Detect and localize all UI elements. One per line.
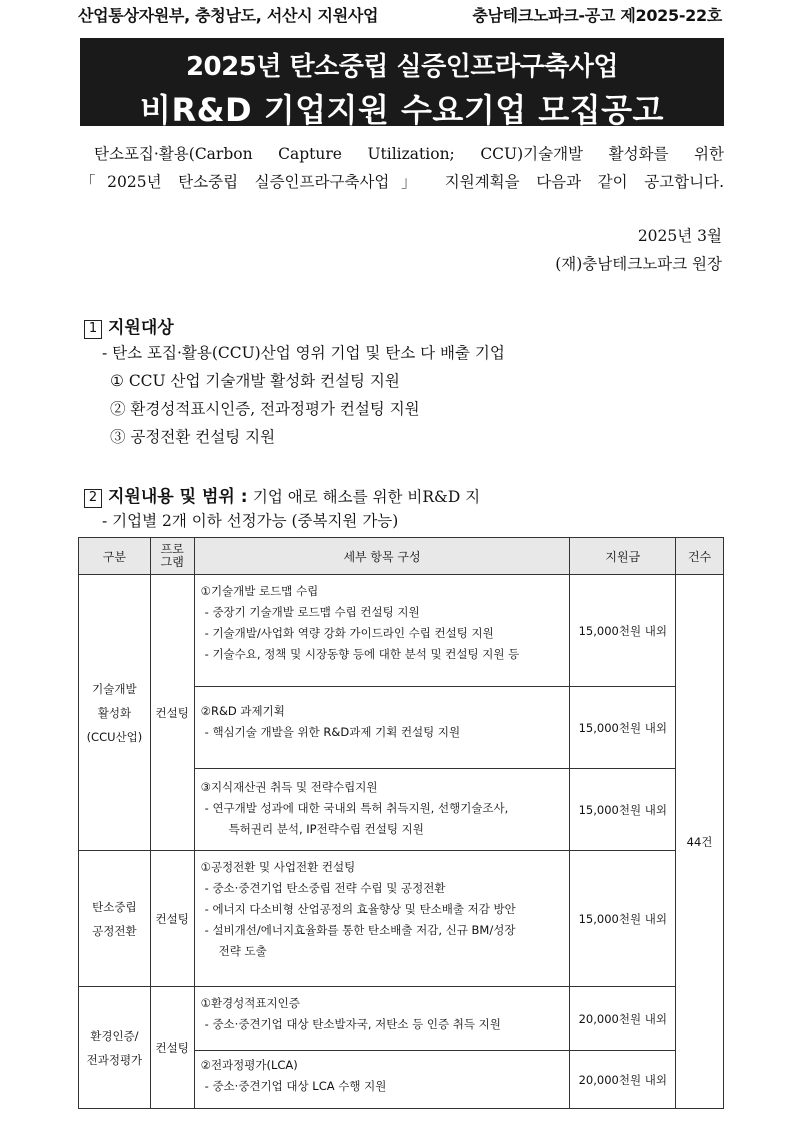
detail-line: - 중소·중견기업 대상 탄소발자국, 저탄소 등 인증 취득 지원 (204, 1017, 501, 1031)
category-cell: 환경인증/ 전과정평가 (79, 987, 151, 1109)
detail-line: - 기술개발/사업화 역량 강화 가이드라인 수립 컨설팅 지원 (204, 626, 494, 640)
detail-line: - 에너지 다소비형 산업공정의 효율향상 및 탄소배출 저감 방안 (204, 902, 516, 916)
detail-line: 전략 도출 (218, 944, 267, 958)
detail-line: - 기술수요, 정책 및 시장동향 등에 대한 분석 및 컨설팅 지원 등 (204, 647, 520, 661)
detail-cell (194, 851, 570, 987)
section-1-item: ① CCU 산업 기술개발 활성화 컨설팅 지원 (110, 372, 400, 390)
header-category: 구분 (79, 538, 151, 575)
section-2-title-rest: 기업 애로 해소를 위한 비R&D 지 (252, 488, 481, 506)
detail-line: ①공정전환 및 사업전환 컨설팅 (200, 860, 356, 874)
detail-line: - 중소·중견기업 대상 LCA 수행 지원 (204, 1079, 387, 1093)
section-1-title: 지원대상 (108, 318, 174, 338)
detail-line: ①기술개발 로드맵 수립 (200, 584, 319, 598)
amount-cell: 15,000천원 내외 (570, 575, 676, 687)
table-row (79, 851, 724, 987)
support-table (78, 537, 724, 1109)
section-2-heading (84, 482, 480, 508)
section-2-title: 지원내용 및 범위 : (108, 487, 248, 507)
section-1-target: - 탄소 포집·활용(CCU)산업 영위 기업 및 탄소 다 배출 기업 (102, 344, 505, 362)
category-cell: 기술개발 활성화 (CCU산업) (79, 575, 151, 851)
detail-line: ②R&D 과제기획 (200, 704, 285, 718)
detail-line: 특허권리 분석, IP전략수립 컨설팅 지원 (228, 822, 424, 836)
amount-cell: 15,000천원 내외 (570, 851, 676, 987)
section-2-number: 2 (84, 489, 102, 508)
category-cell: 탄소중립 공정전환 (79, 851, 151, 987)
header-notice-number: 충남테크노파크-공고 제2025-22호 (472, 6, 722, 25)
title-line-2: 비R&D 기업지원 수요기업 모집공고 (140, 91, 664, 129)
program-cell: 컨설팅 (150, 575, 194, 851)
notice-date: 2025년 3월 (637, 227, 722, 245)
section-1-number: 1 (84, 320, 102, 339)
detail-line: - 핵심기술 개발을 위한 R&D과제 기획 컨설팅 지원 (204, 725, 461, 739)
title-banner (80, 38, 724, 129)
count-cell: 44건 (676, 575, 724, 1109)
amount-cell: 15,000천원 내외 (570, 769, 676, 851)
detail-line: ①환경성적표지인증 (200, 996, 300, 1010)
header-program: 프로 그램 (150, 538, 194, 575)
detail-cell (194, 987, 570, 1051)
detail-cell (194, 1051, 570, 1109)
program-cell: 컨설팅 (150, 851, 194, 987)
table-row (79, 575, 724, 687)
section-2-subnote: - 기업별 2개 이하 선정가능 (중복지원 가능) (102, 512, 399, 530)
detail-line: - 설비개선/에너지효율화를 통한 탄소배출 저감, 신규 BM/성장 (204, 923, 516, 937)
header-ministry: 산업통상자원부, 충청남도, 서산시 지원사업 (78, 6, 379, 25)
detail-cell (194, 687, 570, 769)
section-1-heading (84, 313, 174, 339)
notice-signer: (재)충남테크노파크 원장 (555, 255, 722, 273)
section-1-item: ③ 공정전환 컨설팅 지원 (110, 428, 276, 446)
detail-line: ②전과정평가(LCA) (200, 1058, 298, 1072)
intro-line-1: 탄소포집·활용(Carbon Capture Utilization; CCU)기술개발 활성화를 위한 (94, 145, 724, 163)
section-1-item: ② 환경성적표시인증, 전과정평가 컨설팅 지원 (110, 400, 420, 418)
header-amount: 지원금 (570, 538, 676, 575)
detail-cell (194, 769, 570, 851)
detail-line: ③지식재산권 취득 및 전략수립지원 (200, 780, 378, 794)
header-count: 건수 (676, 538, 724, 575)
detail-cell (194, 575, 570, 687)
amount-cell: 20,000천원 내외 (570, 1051, 676, 1109)
amount-cell: 20,000천원 내외 (570, 987, 676, 1051)
intro-line-2: 「2025년 탄소중립 실증인프라구축사업」 지원계획을 다음과 같이 공고합니다. (80, 173, 724, 191)
detail-line: - 중소·중견기업 탄소중립 전략 수립 및 공정전환 (204, 881, 446, 895)
program-cell: 컨설팅 (150, 987, 194, 1109)
title-line-1: 2025년 탄소중립 실증인프라구축사업 (185, 52, 619, 82)
header-detail: 세부 항목 구성 (194, 538, 570, 575)
detail-line: - 중장기 기술개발 로드맵 수립 컨설팅 지원 (204, 605, 420, 619)
table-row (79, 987, 724, 1051)
amount-cell: 15,000천원 내외 (570, 687, 676, 769)
detail-line: - 연구개발 성과에 대한 국내외 특허 취득지원, 선행기술조사, (204, 801, 509, 815)
table-header-row (79, 538, 724, 575)
